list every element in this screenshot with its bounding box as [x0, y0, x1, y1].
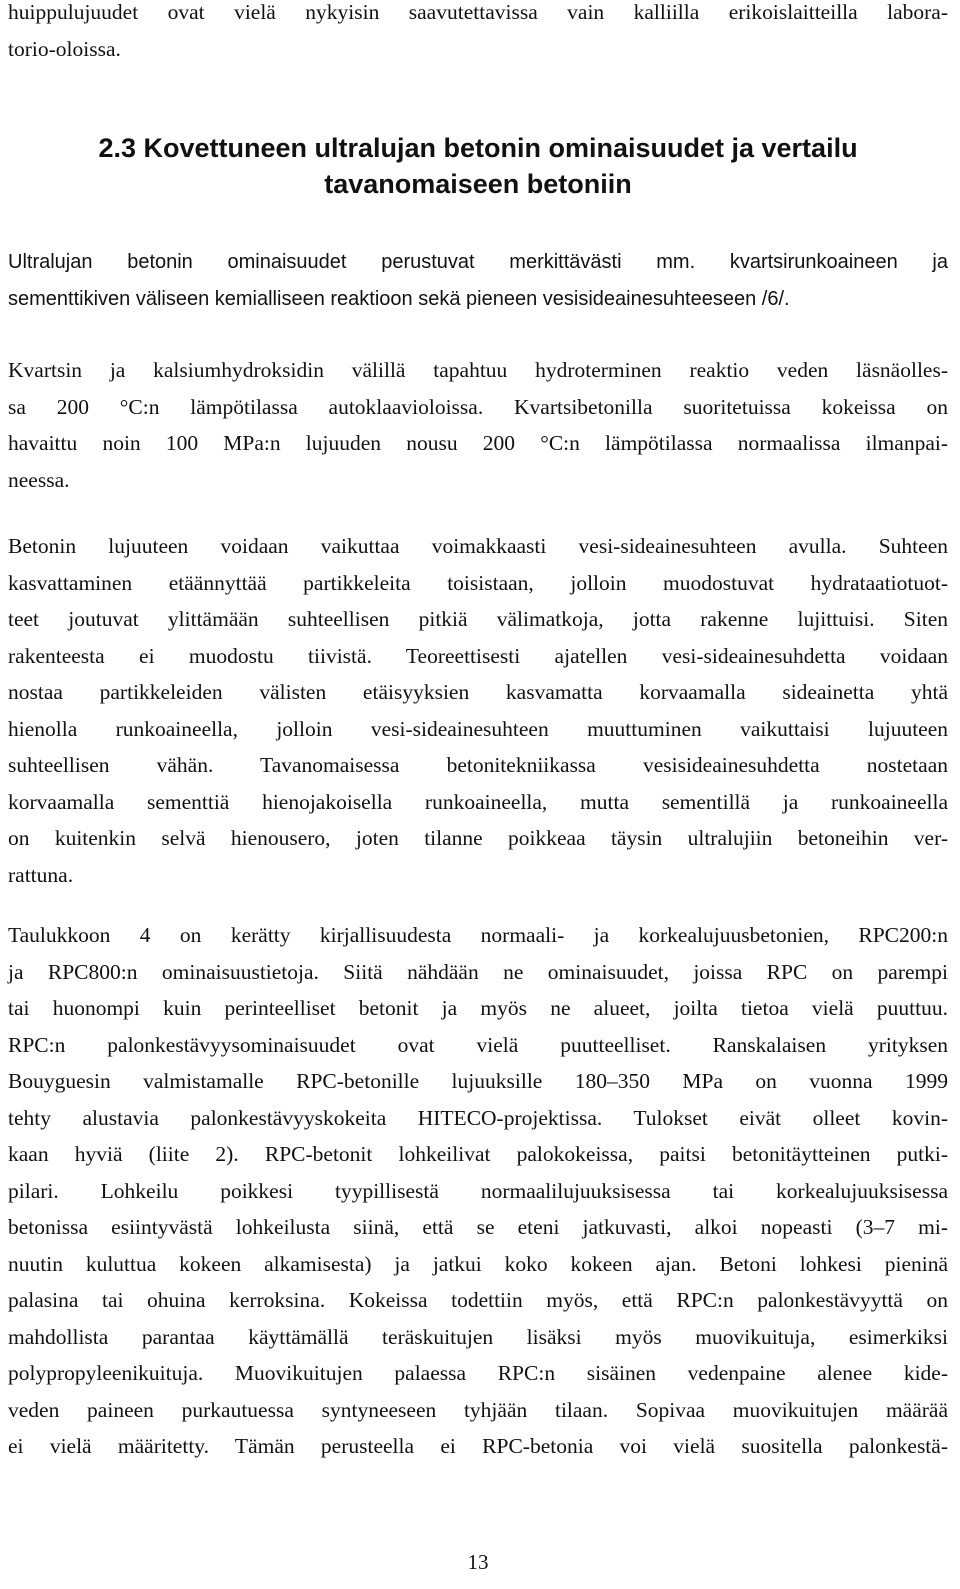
text-line: korvaamalla sementtiä hienojakoisella runkoaineella, mutta sementillä ja runkoaineella — [8, 789, 948, 814]
text-line: neessa. — [8, 467, 70, 492]
text-line: RPC:n palonkestävyysominaisuudet ovat vielä puutteelliset. Ranskalaisen yrityksen — [8, 1032, 948, 1057]
text-line: polypropyleenikuituja. Muovikuitujen palaessa RPC:n sisäinen vedenpaine alenee kide- — [8, 1361, 948, 1385]
text-line: sa 200 °C:n lämpötilassa autoklaavioloissa. Kvartsibetonilla suoritetuissa kokeissa on — [8, 394, 948, 419]
text-line: tehty alustavia palonkestävyyskokeita HITECO-projektissa. Tulokset eivät olleet kovin- — [8, 1105, 948, 1130]
text-line: nuutin kuluttua kokeen alkamisesta) ja jatkui koko kokeen ajan. Betoni lohkesi pieninä — [8, 1251, 948, 1276]
paragraph-3 — [8, 528, 948, 893]
text-line: hienolla runkoaineella, jolloin vesi-sideainesuhteen muuttuminen vaikuttaisi lujuuteen — [8, 716, 948, 741]
text-line: nostaa partikkeleiden välisten etäisyyksien kasvamatta korvaamalla sideainetta yhtä — [8, 680, 948, 704]
text-line: tai huonompi kuin perinteelliset betonit ja myös ne alueet, joilta tietoa vielä puuttuu. — [8, 996, 948, 1020]
paragraph-4 — [8, 917, 948, 1465]
paragraph-2 — [8, 352, 948, 498]
text-line: sementtikiven väliseen kemialliseen reaktioon sekä pieneen vesisideainesuhteeseen /6/. — [8, 287, 790, 310]
text-line: rattuna. — [8, 862, 74, 887]
text-line: kaan hyviä (liite 2). RPC-betonit lohkeilivat palokokeissa, paitsi betonitäytteinen putki- — [8, 1142, 948, 1166]
text-line: Ultralujan betonin ominaisuudet perustuvat merkittävästi mm. kvartsirunkoaineen ja — [8, 251, 948, 273]
text-line: huippulujuudet ovat vielä nykyisin saavutettavissa vain kalliilla erikoislaitteilla labora- — [8, 0, 948, 24]
text-line: Betonin lujuuteen voidaan vaikuttaa voimakkaasti vesi-sideainesuhteen avulla. Suhteen — [8, 534, 948, 558]
text-line: veden paineen purkautuessa syntyneeseen tyhjään tilaan. Sopivaa muovikuitujen määrää — [8, 1397, 948, 1422]
text-line: kasvattaminen etäännyttää partikkeleita toisistaan, jolloin muodostuvat hydrataatiotuot- — [8, 570, 948, 595]
page-number: 13 — [467, 1550, 489, 1574]
text-line: teet joutuvat ylittämään suhteellisen pitkiä välimatkoja, jotta rakenne lujittuisi. Siten — [8, 607, 948, 631]
text-line: suhteellisen vähän. Tavanomaisessa betonitekniikassa vesisideainesuhdetta nostetaan — [8, 753, 948, 777]
heading-line: tavanomaiseen betoniin — [324, 169, 632, 199]
text-line: pilari. Lohkeilu poikkesi tyypillisestä normaalilujuuksisessa tai korkealujuuksisessa — [8, 1178, 948, 1203]
text-line: ei vielä määritetty. Tämän perusteella ei RPC-betonia voi vielä suositella palonkestä- — [8, 1434, 948, 1458]
text-line: Kvartsin ja kalsiumhydroksidin välillä tapahtuu hydroterminen reaktio veden läsnäolles- — [8, 358, 948, 382]
text-line: torio-oloissa. — [8, 36, 121, 61]
text-line: Taulukkoon 4 on kerätty kirjallisuudesta normaali- ja korkealujuusbetonien, RPC200:n — [8, 923, 948, 947]
text-line: ja RPC800:n ominaisuustietoja. Siitä nähdään ne ominaisuudet, joissa RPC on parempi — [8, 959, 948, 984]
text-line: mahdollista parantaa käyttämällä teräskuitujen lisäksi myös muovikuituja, esimerkiksi — [8, 1324, 948, 1349]
text-line: rakenteesta ei muodostu tiivistä. Teoreettisesti ajatellen vesi-sideainesuhdetta voidaan — [8, 643, 948, 668]
text-line: betonissa esiintyvästä lohkeilusta siinä, että se eteni jatkuvasti, alkoi nopeasti (3–7 mi- — [8, 1215, 948, 1239]
paragraph-1 — [8, 244, 948, 317]
text-line: on kuitenkin selvä hienousero, joten tilanne poikkeaa täysin ultralujiin betoneihin ver- — [8, 826, 948, 850]
text-line: palasina tai ohuina kerroksina. Kokeissa todettiin myös, että RPC:n palonkestävyyttä on — [8, 1288, 948, 1312]
section-heading — [8, 130, 948, 202]
text-line: Bouyguesin valmistamalle RPC-betonille lujuuksille 180–350 MPa on vuonna 1999 — [8, 1069, 948, 1093]
text-line: havaittu noin 100 MPa:n lujuuden nousu 200 °C:n lämpötilassa normaalissa ilmanpai- — [8, 431, 948, 455]
intro-paragraph — [8, 0, 948, 67]
heading-line: 2.3 Kovettuneen ultralujan betonin ominaisuudet ja vertailu — [98, 133, 858, 163]
